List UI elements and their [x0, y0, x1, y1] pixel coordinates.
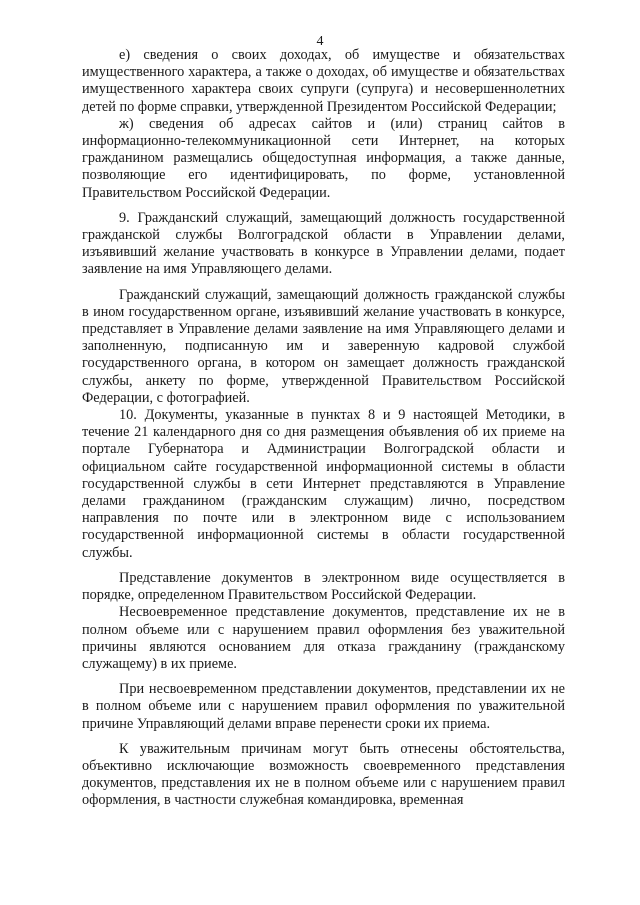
paragraph-valid-reasons-list: К уважительным причинам могут быть отнесены обстоятельства, объективно исключающие возможность своевременного представления документов, представления их не в полном объеме или с нарушением правил оформления, в частности служебная командировка, временная	[82, 740, 565, 809]
paragraph-zh-website-info: ж) сведения об адресах сайтов и (или) страниц сайтов в информационно-телекоммуникационной сети Интернет, на которых гражданином размещались общедоступная информация, а также данные, позволяющие его идентифицировать, по форме, установленной Правительством Российской Федерации.	[82, 115, 565, 201]
paragraph-9-civil-servant-application: 9. Гражданский служащий, замещающий должность государственной гражданской службы Волгоградской области в Управлении делами, изъявивший желание участвовать в конкурсе в Управлении делами, подает заявление на имя Управляющего делами.	[82, 209, 565, 278]
paragraph-late-submission-refusal: Несвоевременное представление документов, представление их не в полном объеме или с нарушением правил оформления без уважительной причины являются основанием для отказа гражданину (гражданскому служащему) в их приеме.	[82, 604, 565, 672]
paragraph-valid-reason-extension: При несвоевременном представлении документов, представлении их не в полном объеме или с нарушением правил оформления по уважительной причине Управляющий делами вправе перенести сроки их приема.	[82, 681, 565, 732]
paragraph-electronic-submission: Представление документов в электронном виде осуществляется в порядке, определенном Правительством Российской Федерации.	[82, 569, 565, 604]
paragraph-e-income-info: е) сведения о своих доходах, об имуществе и обязательствах имущественного характера, а также о доходах, об имуществе и обязательствах имущественного характера своих супруги (супруга) и несовершеннолетних детей по форме справки, утвержденной Президентом Российской Федерации;	[82, 47, 565, 115]
page-number: 4	[316, 34, 324, 49]
paragraph-10-submission-terms: 10. Документы, указанные в пунктах 8 и 9 настоящей Методики, в течение 21 календарного дня со дня размещения объявления об их приеме на портале Губернатора и Администрации Волгоградской области и официальном сайте государственной информационной системы в области государственной службы в сети Интернет представляются в Управление делами гражданином (гражданским служащим) лично, посредством направления по почте или в электронном виде с использованием государственной информационной системы в области государственной службы.	[82, 407, 565, 561]
paragraph-other-agency-servant: Гражданский служащий, замещающий должность гражданской службы в ином государственном органе, изъявивший желание участвовать в конкурсе, представляет в Управление делами заявление на имя Управляющего делами и заполненную, подписанную им и заверенную кадровой службой государственного органа, в котором он замещает должность гражданской службы, анкету по форме, утвержденной Правительством Российской Федерации, с фотографией.	[82, 286, 565, 406]
document-body	[82, 47, 565, 810]
